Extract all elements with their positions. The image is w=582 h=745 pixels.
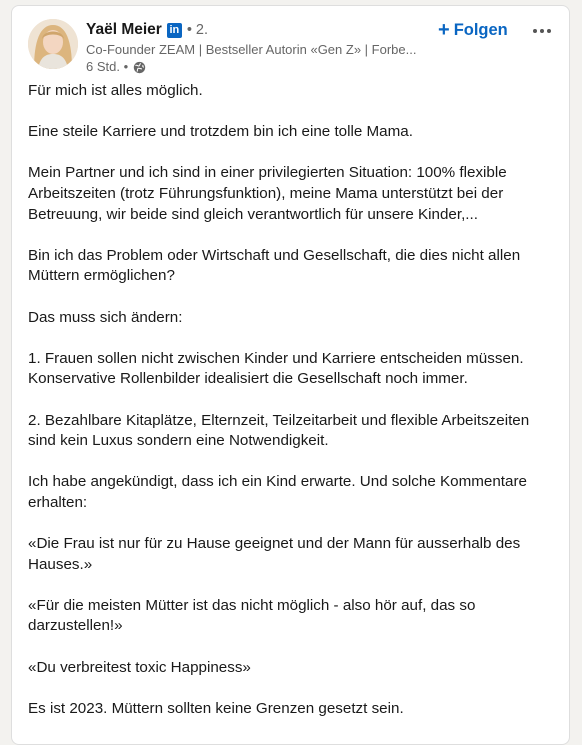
plus-icon: + xyxy=(438,19,450,41)
globe-icon xyxy=(133,61,146,74)
post-paragraph: «Für die meisten Mütter ist das nicht möglich - also hör auf, das so darzustellen!» xyxy=(28,596,476,635)
linkedin-badge-icon: in xyxy=(167,23,182,38)
post-timestamp-row xyxy=(86,58,426,76)
author-headline: Co-Founder ZEAM | Bestseller Autorin «Gen Z» | Forbe... xyxy=(86,42,417,57)
post-paragraph: Für mich ist alles möglich. xyxy=(28,82,203,99)
author-name[interactable]: Yaël Meier xyxy=(86,21,162,38)
connection-degree: • 2. xyxy=(186,22,209,38)
author-meta xyxy=(86,20,426,76)
post-paragraph: Eine steile Karriere und trotzdem bin ich eine tolle Mama. xyxy=(28,123,413,141)
post-paragraph: «Du verbreitest toxic Happiness» xyxy=(28,658,251,676)
profile-photo-icon xyxy=(28,19,78,69)
post-paragraph: 2. Bezahlbare Kitaplätze, Elternzeit, Teilzeitarbeit und flexible Arbeitszeiten sind kein Luxus sondern eine Notwendigkeit. xyxy=(28,411,530,450)
more-options-button[interactable] xyxy=(529,20,555,42)
post-paragraph: 1. Frauen sollen nicht zwischen Kinder und Karriere entscheiden müssen. Konservative Rollenbilder idealisiert die Gesellschaft noch immer. xyxy=(28,349,524,388)
post-paragraph: «Die Frau ist nur für zu Hause geeignet und der Mann für ausserhalb des Hauses.» xyxy=(28,535,521,573)
post-paragraph: Mein Partner und ich sind in einer privilegierten Situation: 100% flexible Arbeitszeiten (trotz Führungsfunktion), meine Mama unterstützt bei der Betreuung, wir beide sind gleich verantwortlich für unsere Kinder,... xyxy=(28,164,507,223)
author-name-row xyxy=(86,20,426,40)
post-header xyxy=(28,19,553,75)
post-paragraph: Das muss sich ändern: xyxy=(28,308,183,326)
follow-button[interactable] xyxy=(438,19,508,41)
post-card xyxy=(11,5,570,745)
author-avatar[interactable] xyxy=(28,19,78,69)
post-text xyxy=(28,81,548,740)
more-dots-icon xyxy=(532,29,553,33)
post-paragraph: Ich habe angekündigt, dass ich ein Kind erwarte. Und solche Kommentare erhalten: xyxy=(28,473,527,511)
follow-label: Folgen xyxy=(453,20,508,39)
post-timestamp: 6 Std. • xyxy=(86,59,129,74)
post-paragraph: Es ist 2023. Müttern sollten keine Grenzen gesetzt sein. xyxy=(28,699,404,717)
post-paragraph: Bin ich das Problem oder Wirtschaft und Gesellschaft, die dies nicht allen Müttern ermöglichen? xyxy=(28,246,521,285)
